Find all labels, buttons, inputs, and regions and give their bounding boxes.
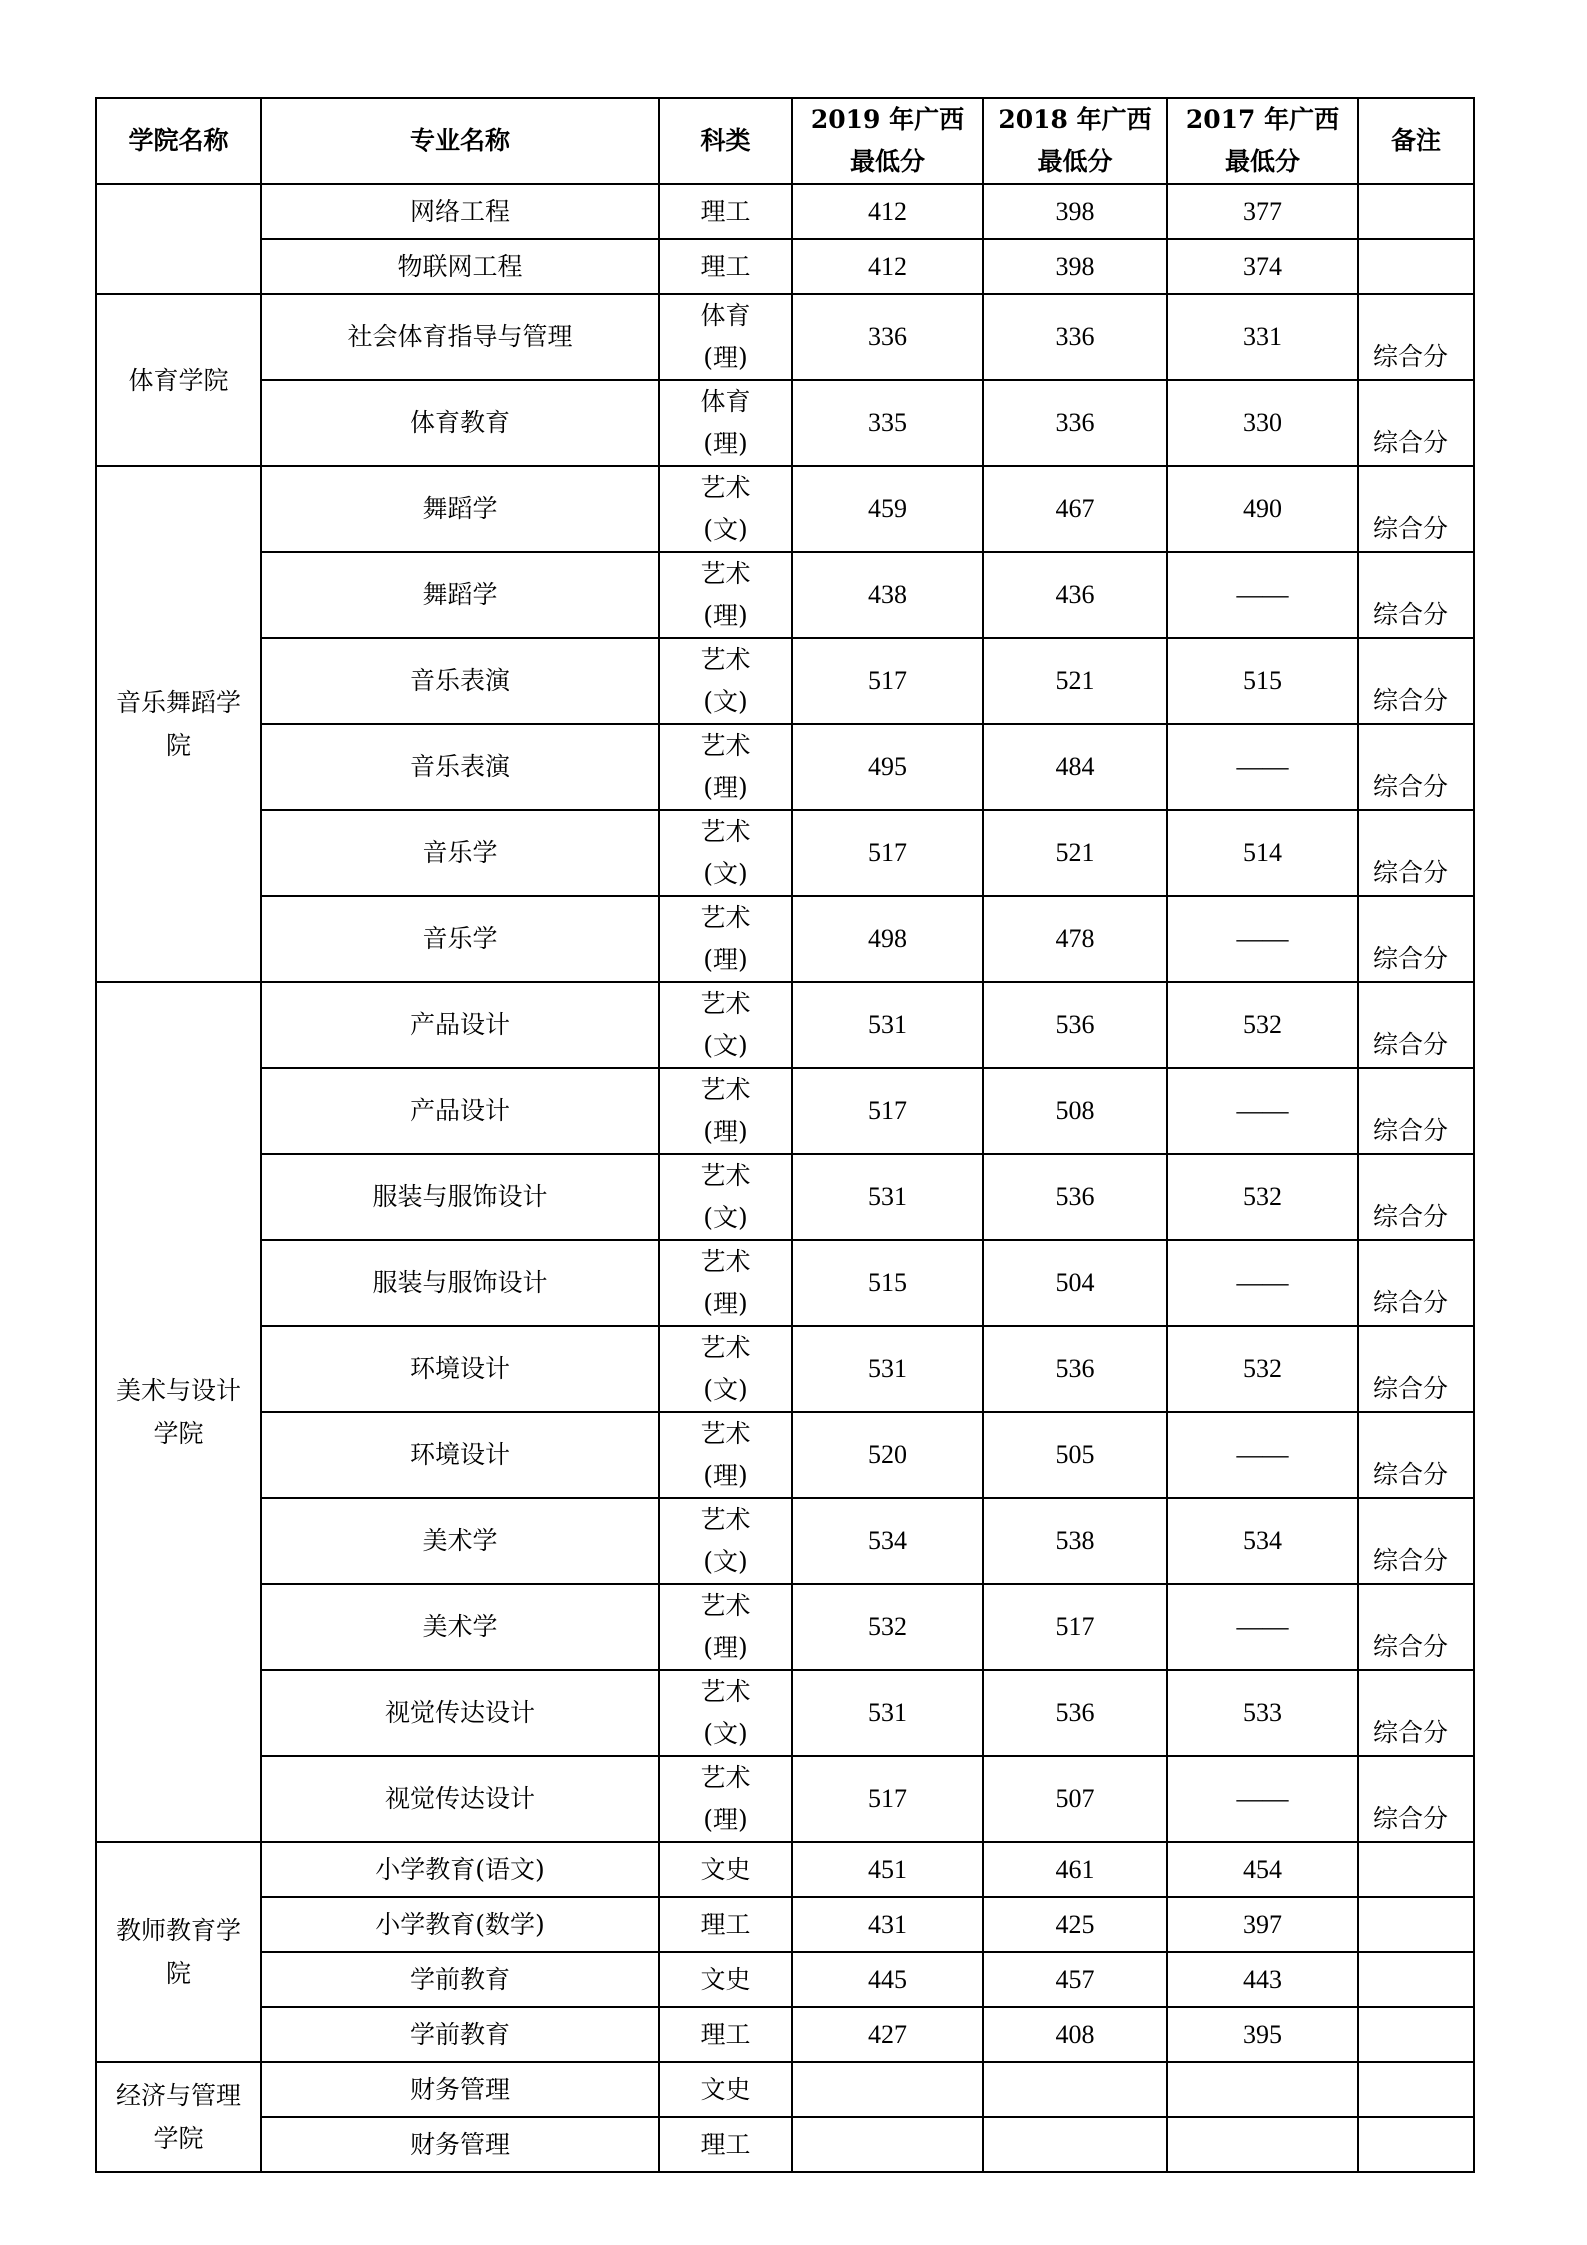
score-2018-cell: 508 — [983, 1068, 1167, 1154]
score-2017-cell: 532 — [1167, 1326, 1358, 1412]
category-cell — [659, 1897, 792, 1952]
admission-scores-table — [95, 97, 1475, 2173]
header-2018-line1: 2018 年广西 — [998, 105, 1152, 134]
table-row — [96, 466, 1474, 552]
score-2017-cell: 490 — [1167, 466, 1358, 552]
college-name-line2: 学院 — [153, 2124, 204, 2153]
score-2017-cell: 514 — [1167, 810, 1358, 896]
score-2019-cell: 498 — [792, 896, 983, 982]
category-cell — [659, 1154, 792, 1240]
category-line1: 理工 — [700, 196, 751, 226]
major-cell: 产品设计 — [261, 1068, 659, 1154]
category-line2: (理) — [703, 773, 748, 802]
table-row — [96, 1412, 1474, 1498]
category-cell — [659, 1584, 792, 1670]
category-line2: (文) — [703, 859, 748, 888]
score-2019-cell: 517 — [792, 810, 983, 896]
score-2018-cell: 505 — [983, 1412, 1167, 1498]
score-2017-cell — [1167, 2062, 1358, 2117]
college-name-line2: 院 — [165, 1959, 191, 1988]
college-cell — [96, 466, 261, 982]
score-2019-cell: 336 — [792, 294, 983, 380]
major-cell: 音乐学 — [261, 896, 659, 982]
major-cell: 小学教育(数学) — [261, 1897, 659, 1952]
major-cell: 美术学 — [261, 1584, 659, 1670]
score-2019-cell: 427 — [792, 2007, 983, 2062]
major-cell: 小学教育(语文) — [261, 1842, 659, 1897]
category-cell — [659, 466, 792, 552]
score-2017-cell: 454 — [1167, 1842, 1358, 1897]
score-2017-cell: —— — [1167, 1240, 1358, 1326]
table-row — [96, 184, 1474, 239]
category-line2: (理) — [703, 945, 748, 974]
table-row — [96, 1326, 1474, 1412]
table-body — [96, 184, 1474, 2172]
category-line2: (文) — [703, 687, 748, 716]
category-cell — [659, 1240, 792, 1326]
score-2018-cell: 436 — [983, 552, 1167, 638]
score-2018-cell: 536 — [983, 1670, 1167, 1756]
score-2019-cell — [792, 2117, 983, 2172]
note-cell — [1358, 239, 1474, 294]
score-2019-cell: 517 — [792, 638, 983, 724]
score-2017-cell: 397 — [1167, 1897, 1358, 1952]
header-2018 — [983, 98, 1167, 184]
score-2017-cell: —— — [1167, 896, 1358, 982]
category-line1: 艺术 — [700, 1333, 751, 1362]
score-2018-cell: 521 — [983, 810, 1167, 896]
major-cell: 物联网工程 — [261, 239, 659, 294]
score-2018-cell: 425 — [983, 1897, 1167, 1952]
table-row — [96, 1897, 1474, 1952]
note-cell: 综合分 — [1358, 810, 1474, 896]
category-cell — [659, 239, 792, 294]
college-name-line1: 教师教育学 — [115, 1916, 241, 1945]
major-cell: 网络工程 — [261, 184, 659, 239]
score-2018-cell: 507 — [983, 1756, 1167, 1842]
score-2017-cell: 395 — [1167, 2007, 1358, 2062]
score-2018-cell: 517 — [983, 1584, 1167, 1670]
score-2017-cell: —— — [1167, 552, 1358, 638]
table-row — [96, 1498, 1474, 1584]
score-2018-cell: 521 — [983, 638, 1167, 724]
category-line2: (理) — [703, 429, 748, 458]
table-row — [96, 239, 1474, 294]
major-cell: 财务管理 — [261, 2062, 659, 2117]
note-cell — [1358, 1897, 1474, 1952]
note-cell — [1358, 2117, 1474, 2172]
college-name-line2: 院 — [165, 731, 191, 760]
note-cell: 综合分 — [1358, 1240, 1474, 1326]
category-cell — [659, 724, 792, 810]
note-cell — [1358, 1952, 1474, 2007]
category-line1: 艺术 — [700, 559, 751, 588]
score-2019-cell: 517 — [792, 1756, 983, 1842]
score-2017-cell — [1167, 2117, 1358, 2172]
category-line1: 理工 — [700, 1909, 751, 1939]
table-row — [96, 896, 1474, 982]
note-cell: 综合分 — [1358, 1756, 1474, 1842]
table-row — [96, 1068, 1474, 1154]
score-2019-cell: 495 — [792, 724, 983, 810]
table-row — [96, 2117, 1474, 2172]
category-line1: 艺术 — [700, 1247, 751, 1276]
score-2017-cell: 515 — [1167, 638, 1358, 724]
table-row — [96, 1756, 1474, 1842]
major-cell: 音乐表演 — [261, 724, 659, 810]
note-cell: 综合分 — [1358, 1326, 1474, 1412]
score-2017-cell: 374 — [1167, 239, 1358, 294]
major-cell: 体育教育 — [261, 380, 659, 466]
category-line2: (理) — [703, 1805, 748, 1834]
category-cell — [659, 2117, 792, 2172]
note-cell — [1358, 184, 1474, 239]
score-2018-cell: 536 — [983, 1154, 1167, 1240]
major-cell: 产品设计 — [261, 982, 659, 1068]
major-cell: 服装与服饰设计 — [261, 1154, 659, 1240]
score-2018-cell: 408 — [983, 2007, 1167, 2062]
category-line1: 体育 — [700, 301, 751, 330]
category-line1: 艺术 — [700, 989, 751, 1018]
category-line2: (文) — [703, 515, 748, 544]
category-cell — [659, 294, 792, 380]
category-cell — [659, 1952, 792, 2007]
header-2019 — [792, 98, 983, 184]
score-2018-cell: 398 — [983, 184, 1167, 239]
table-row — [96, 2007, 1474, 2062]
table-row — [96, 810, 1474, 896]
major-cell: 环境设计 — [261, 1326, 659, 1412]
score-2019-cell: 431 — [792, 1897, 983, 1952]
category-cell — [659, 552, 792, 638]
major-cell: 舞蹈学 — [261, 466, 659, 552]
note-cell: 综合分 — [1358, 1584, 1474, 1670]
category-line1: 艺术 — [700, 1591, 751, 1620]
score-2019-cell: 515 — [792, 1240, 983, 1326]
major-cell: 财务管理 — [261, 2117, 659, 2172]
score-2019-cell: 412 — [792, 239, 983, 294]
score-2019-cell: 445 — [792, 1952, 983, 2007]
score-2019-cell: 451 — [792, 1842, 983, 1897]
major-cell: 美术学 — [261, 1498, 659, 1584]
header-college: 学院名称 — [96, 98, 261, 184]
note-cell: 综合分 — [1358, 1498, 1474, 1584]
category-cell — [659, 810, 792, 896]
major-cell: 学前教育 — [261, 2007, 659, 2062]
score-2019-cell: 531 — [792, 1154, 983, 1240]
category-line1: 体育 — [700, 387, 751, 416]
score-2018-cell: 467 — [983, 466, 1167, 552]
college-name-line1: 体育学院 — [128, 365, 229, 395]
table-row — [96, 982, 1474, 1068]
category-line1: 理工 — [700, 2019, 751, 2049]
major-cell: 视觉传达设计 — [261, 1756, 659, 1842]
category-line1: 艺术 — [700, 903, 751, 932]
category-line1: 文史 — [700, 1854, 751, 1884]
score-2017-cell: 532 — [1167, 1154, 1358, 1240]
score-2017-cell: —— — [1167, 1068, 1358, 1154]
note-cell: 综合分 — [1358, 294, 1474, 380]
table-row — [96, 1154, 1474, 1240]
note-cell: 综合分 — [1358, 552, 1474, 638]
score-2018-cell: 536 — [983, 982, 1167, 1068]
score-2019-cell: 335 — [792, 380, 983, 466]
category-line2: (文) — [703, 1203, 748, 1232]
category-cell — [659, 1756, 792, 1842]
major-cell: 社会体育指导与管理 — [261, 294, 659, 380]
category-line2: (理) — [703, 1461, 748, 1490]
category-cell — [659, 2062, 792, 2117]
header-2019-line1: 2019 年广西 — [810, 105, 965, 134]
college-name-line1: 经济与管理 — [115, 2081, 241, 2110]
category-line1: 艺术 — [700, 645, 751, 674]
category-line2: (文) — [703, 1375, 748, 1404]
note-cell: 综合分 — [1358, 1068, 1474, 1154]
score-2018-cell: 398 — [983, 239, 1167, 294]
college-name-line1: 美术与设计 — [115, 1376, 241, 1405]
college-cell — [96, 294, 261, 466]
category-line2: (理) — [703, 1633, 748, 1662]
score-2019-cell: 412 — [792, 184, 983, 239]
category-cell — [659, 638, 792, 724]
score-2019-cell: 459 — [792, 466, 983, 552]
header-category: 科类 — [659, 98, 792, 184]
score-2018-cell: 484 — [983, 724, 1167, 810]
score-2018-cell: 336 — [983, 380, 1167, 466]
score-2017-cell: 443 — [1167, 1952, 1358, 2007]
category-line1: 艺术 — [700, 1161, 751, 1190]
category-line1: 艺术 — [700, 1505, 751, 1534]
table-row — [96, 1952, 1474, 2007]
score-2018-cell: 478 — [983, 896, 1167, 982]
score-2019-cell: 531 — [792, 1326, 983, 1412]
category-line2: (理) — [703, 1289, 748, 1318]
category-line2: (文) — [703, 1719, 748, 1748]
category-cell — [659, 1326, 792, 1412]
score-2018-cell: 461 — [983, 1842, 1167, 1897]
table-row — [96, 1584, 1474, 1670]
note-cell: 综合分 — [1358, 638, 1474, 724]
category-line2: (文) — [703, 1031, 748, 1060]
header-note: 备注 — [1358, 98, 1474, 184]
score-2017-cell: 330 — [1167, 380, 1358, 466]
table-row — [96, 552, 1474, 638]
score-2019-cell: 532 — [792, 1584, 983, 1670]
score-2017-cell: —— — [1167, 1412, 1358, 1498]
major-cell: 学前教育 — [261, 1952, 659, 2007]
major-cell: 音乐学 — [261, 810, 659, 896]
table-row — [96, 380, 1474, 466]
header-2018-line2: 最低分 — [1037, 147, 1113, 176]
header-2017-line2: 最低分 — [1224, 147, 1300, 176]
note-cell: 综合分 — [1358, 1412, 1474, 1498]
category-cell — [659, 1068, 792, 1154]
score-2018-cell: 457 — [983, 1952, 1167, 2007]
note-cell — [1358, 2062, 1474, 2117]
score-2017-cell: 532 — [1167, 982, 1358, 1068]
category-line2: (理) — [703, 343, 748, 372]
category-cell — [659, 1842, 792, 1897]
score-2017-cell: 533 — [1167, 1670, 1358, 1756]
score-2018-cell: 504 — [983, 1240, 1167, 1326]
header-2019-line2: 最低分 — [849, 147, 925, 176]
college-cell — [96, 2062, 261, 2172]
header-row — [96, 98, 1474, 184]
category-cell — [659, 1670, 792, 1756]
college-cell — [96, 982, 261, 1842]
score-2018-cell: 536 — [983, 1326, 1167, 1412]
table-row — [96, 724, 1474, 810]
note-cell: 综合分 — [1358, 1670, 1474, 1756]
category-cell — [659, 380, 792, 466]
category-line1: 文史 — [700, 2074, 751, 2104]
header-2017 — [1167, 98, 1358, 184]
score-2017-cell: 377 — [1167, 184, 1358, 239]
note-cell: 综合分 — [1358, 724, 1474, 810]
category-cell — [659, 896, 792, 982]
score-2017-cell: 534 — [1167, 1498, 1358, 1584]
table-row — [96, 1240, 1474, 1326]
score-2018-cell: 538 — [983, 1498, 1167, 1584]
category-line1: 文史 — [700, 1964, 751, 1994]
score-2017-cell: —— — [1167, 1756, 1358, 1842]
score-2017-cell: —— — [1167, 724, 1358, 810]
category-line1: 艺术 — [700, 1419, 751, 1448]
category-cell — [659, 1498, 792, 1584]
note-cell: 综合分 — [1358, 896, 1474, 982]
category-line2: (理) — [703, 1117, 748, 1146]
table-row — [96, 294, 1474, 380]
category-line1: 理工 — [700, 251, 751, 281]
major-cell: 环境设计 — [261, 1412, 659, 1498]
score-2019-cell: 531 — [792, 1670, 983, 1756]
score-2018-cell — [983, 2117, 1167, 2172]
college-name-line2: 学院 — [153, 1419, 204, 1448]
note-cell: 综合分 — [1358, 982, 1474, 1068]
category-cell — [659, 184, 792, 239]
table-row — [96, 1670, 1474, 1756]
score-2019-cell — [792, 2062, 983, 2117]
category-cell — [659, 2007, 792, 2062]
header-2017-line1: 2017 年广西 — [1185, 105, 1340, 134]
note-cell: 综合分 — [1358, 1154, 1474, 1240]
category-line2: (文) — [703, 1547, 748, 1576]
major-cell: 音乐表演 — [261, 638, 659, 724]
score-2018-cell — [983, 2062, 1167, 2117]
table-row — [96, 638, 1474, 724]
major-cell: 服装与服饰设计 — [261, 1240, 659, 1326]
score-2019-cell: 531 — [792, 982, 983, 1068]
note-cell — [1358, 1842, 1474, 1897]
header-major: 专业名称 — [261, 98, 659, 184]
score-2018-cell: 336 — [983, 294, 1167, 380]
category-line1: 艺术 — [700, 731, 751, 760]
score-2019-cell: 534 — [792, 1498, 983, 1584]
score-2019-cell: 438 — [792, 552, 983, 638]
note-cell: 综合分 — [1358, 466, 1474, 552]
table-row — [96, 1842, 1474, 1897]
college-name-line1: 音乐舞蹈学 — [115, 688, 241, 717]
category-line1: 艺术 — [700, 473, 751, 502]
score-2019-cell: 517 — [792, 1068, 983, 1154]
college-cell — [96, 1842, 261, 2062]
major-cell: 视觉传达设计 — [261, 1670, 659, 1756]
category-line1: 艺术 — [700, 1677, 751, 1706]
score-2019-cell: 520 — [792, 1412, 983, 1498]
category-cell — [659, 1412, 792, 1498]
category-line2: (理) — [703, 601, 748, 630]
category-line1: 艺术 — [700, 1763, 751, 1792]
category-line1: 艺术 — [700, 817, 751, 846]
note-cell — [1358, 2007, 1474, 2062]
college-cell — [96, 184, 261, 294]
table-row — [96, 2062, 1474, 2117]
note-cell: 综合分 — [1358, 380, 1474, 466]
category-line1: 艺术 — [700, 1075, 751, 1104]
category-cell — [659, 982, 792, 1068]
category-line1: 理工 — [700, 2129, 751, 2159]
major-cell: 舞蹈学 — [261, 552, 659, 638]
score-2017-cell: —— — [1167, 1584, 1358, 1670]
score-2017-cell: 331 — [1167, 294, 1358, 380]
